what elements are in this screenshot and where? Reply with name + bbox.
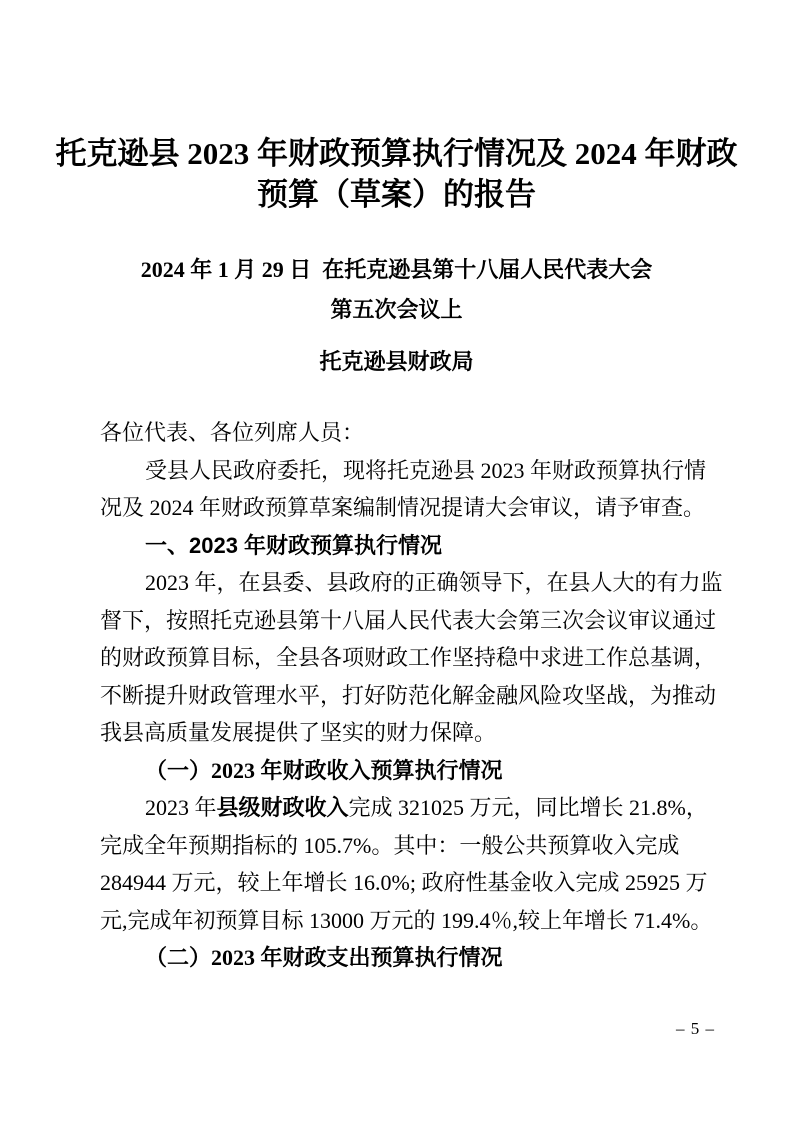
paragraph3-line1-seg3: 完成 321025 万元，同比增长 21.8%，	[348, 795, 708, 820]
paragraph3-line2: 完成全年预期指标的 105.7%。其中：一般公共预算收入完成	[100, 832, 680, 858]
paragraph3-line3: 284944 万元，较上年增长 16.0%; 政府性基金收入完成 25925 万	[100, 870, 708, 895]
section-heading-expenditure: （二）2023 年财政支出预算执行情况	[145, 945, 503, 970]
paragraph2-line4: 不断提升财政管理水平，打好防范化解金融风险攻坚战，为推动	[100, 682, 717, 708]
paragraph2-line1: 2023 年，在县委、县政府的正确领导下，在县人大的有力监	[145, 570, 723, 595]
paragraph3-line4: 元,完成年初预算目标 13000 万元的 199.4％,较上年增长 71.4%。	[100, 907, 713, 933]
paragraph1-line1: 受县人民政府委托，现将托克逊县 2023 年财政预算执行情	[145, 457, 707, 483]
paragraph3-line1	[100, 789, 718, 827]
salutation: 各位代表、各位列席人员：	[100, 420, 365, 445]
paragraph2-line3: 的财政预算目标，全县各项财政工作坚持稳中求进工作总基调，	[100, 645, 717, 670]
issuing-agency: 托克逊县财政局	[319, 349, 474, 374]
meeting-session-line: 第五次会议上	[330, 297, 463, 322]
paragraph3-line1-emphasis: 县级财政收入	[216, 795, 349, 820]
paragraph1-line2: 况及 2024 年财政预算草案编制情况提请大会审议，请予审查。	[100, 495, 706, 520]
meeting-date-line: 2024 年 1 月 29 日 在托克逊县第十八届人民代表大会	[140, 257, 653, 282]
paragraph3-line1-seg1: 2023 年	[145, 795, 217, 820]
document-title-line2: 预算（草案）的报告	[257, 177, 536, 212]
document-title-line1: 托克逊县 2023 年财政预算执行情况及 2024 年财政	[55, 136, 738, 171]
paragraph2-line5: 我县高质量发展提供了坚实的财力保障。	[100, 720, 497, 745]
section-heading-revenue: （一）2023 年财政收入预算执行情况	[145, 757, 503, 783]
section-heading-1: 一、2023 年财政预算执行情况	[145, 532, 443, 558]
page-number: – 5 –	[676, 1019, 715, 1038]
paragraph2-line2: 督下，按照托克逊县第十八届人民代表大会第三次会议审议通过	[100, 607, 717, 633]
document-body	[100, 414, 723, 977]
